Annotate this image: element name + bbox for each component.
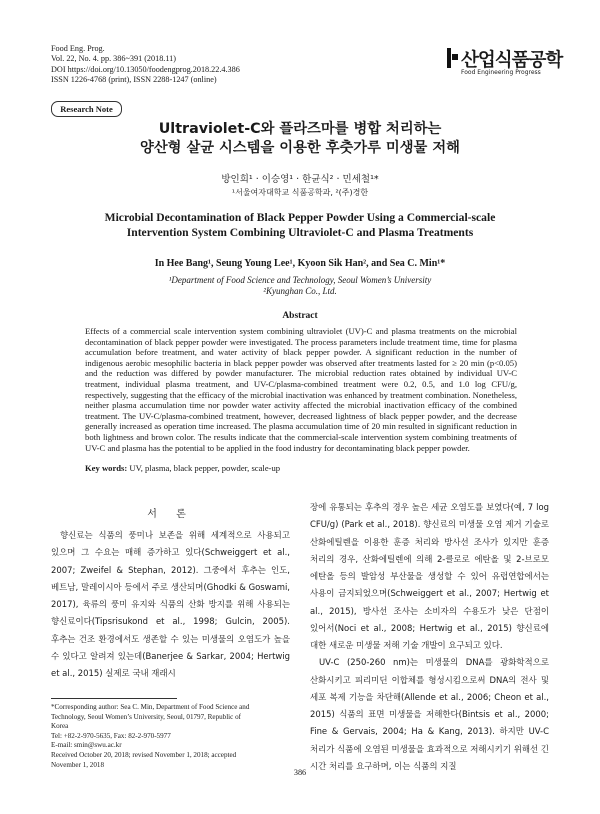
article-type-badge: Research Note — [51, 101, 122, 117]
english-authors: In Hee Bang¹, Seung Young Lee¹, Kyoon Sik Han², and Sea C. Min¹* — [154, 258, 446, 269]
corresponding-author-footnote — [51, 703, 290, 770]
footnote-divider — [51, 698, 177, 699]
footnote-line-4: Tel: +82-2-970-5635, Fax: 82-2-970-5977 — [51, 731, 171, 740]
keywords-list: UV, plasma, black pepper, powder, scale-up — [129, 463, 281, 473]
footnote-line-1: *Corresponding author: Sea C. Min, Department of Food Science and — [51, 703, 250, 711]
intro-left-column: 향신료는 식품의 풍미나 보존을 위해 세계적으로 사용되고 있으며 그 수요는 매해 증가하고 있다(Schweiggert et al., 2007; Zweifel & Stephan, 2012). 그중에서 후추는 인도, 베트남, 말레이시아 등에서 주로 생산되며(Ghodki & Goswami, 2017), 육류의 풍미 유지와 식품의 산화 방지를 위해 사용되는 향신료이다(Tipsrisukond et al., 1998; Gulcin, 2005). 후추는 건조 환경에서도 생존할 수 있는 미생물의 오염도가 높을 수 있다고 알려져 있는데(Banerjee & Sarkar, 2004; Hertwig et al., 2015) 실제로 국내 재래시 — [51, 530, 290, 678]
footnote-line-7: November 1, 2018 — [51, 760, 104, 769]
korean-authors: 방인희¹ · 이승영¹ · 한균식² · 민세철¹* — [221, 174, 379, 185]
abstract-heading: Abstract — [282, 311, 318, 321]
keywords — [85, 463, 517, 473]
korean-title-line1: Ultraviolet-C와 플라즈마를 병합 처리하는 — [158, 121, 442, 137]
intro-right-column — [310, 499, 549, 775]
korean-title — [0, 120, 600, 158]
korean-affiliation: ¹서울여자대학교 식품공학과, ²(주)경한 — [231, 188, 369, 197]
logo-text: 산업식품공학 — [461, 50, 563, 71]
footnote-line-2: Technology, Seoul Women’s University, Seoul, 01797, Republic of — [51, 712, 241, 721]
english-affiliation-1: ¹Department of Food Science and Technology, Seoul Women’s University — [168, 275, 432, 285]
keywords-label: Key words: — [85, 463, 128, 473]
journal-name: Food Eng. Prog. — [51, 44, 105, 53]
korean-title-line2: 양산형 살균 시스템을 이용한 후춧가루 미생물 저해 — [140, 140, 460, 156]
footnote-line-3: Korea — [51, 722, 69, 731]
english-title — [0, 211, 600, 240]
english-affiliation-2: ²Kyunghan Co., Ltd. — [263, 285, 337, 296]
journal-issn: ISSN 1226-4768 (print), ISSN 2288-1247 (online) — [51, 75, 217, 85]
intro-right-paragraph-1: 장에 유통되는 후추의 경우 높은 세균 오염도를 보였다(예, 7 log CFU/g) (Park et al., 2018). 향신료의 미생물 오염 제거 기술로 산화에틸렌을 이용한 훈증 처리와 방사선 조사가 있지만 훈증 처리의 경우, 산화에틸렌에 의해 2-클로로 에탄올 및 2-브로모 에탄올 등의 발암성 부산물을 생성할 수 있어 유럽연합에서는 사용이 금지되었으며(Schweiggert et al., 2007; Hertwig et al., 2015), 방사선 조사는 소비자의 수용도가 낮은 단점이 있어서(Noci et al., 2008; Hertwig et al., 2015) 향신료에 대한 새로운 미생물 저해 기술 개발이 요구되고 있다. — [310, 502, 549, 650]
english-affiliations — [0, 275, 600, 296]
footnote-line-5[interactable]: E-mail: smin@swu.ac.kr — [51, 741, 122, 750]
journal-doi[interactable]: DOI https://doi.org/10.13050/foodengprog.2018.22.4.386 — [51, 64, 240, 74]
english-title-line1: Microbial Decontamination of Black Pepper Powder Using a Commercial-scale — [104, 211, 496, 224]
logo-mark-icon — [447, 48, 459, 68]
section-heading-introduction: 서 론 — [147, 509, 194, 520]
journal-volume: Vol. 22, No. 4. pp. 386~391 (2018.11) — [51, 54, 176, 64]
journal-info — [51, 44, 240, 86]
footnote-line-6: Received October 20, 2018; revised November 1, 2018; accepted — [51, 750, 237, 759]
abstract-text: Effects of a commercial scale intervention system combining ultraviolet (UV)-C and plasma treatments on the microbial decontamination of black pepper powder were investigated. The process parameters include treatment time, time for plasma accumulation before treatment, and water activity of black pepper powder. A significant reduction in the number of indigenous aerobic mesophilic bacteria in black pepper powder was observed after treatments lasted for ≥ 20 min (p<0.05) and the reduction was differed by powder manufacturer. The microbial reduction rates obtained by individual UV-C treatment, individual plasma treatment, and UV-C/plasma-combined treatment were 0.2, 0.5, and 1.0 log CFU/g, respectively, suggesting that the efficacy of the microbial inactivation was enhanced by treatment combination. Nonetheless, neither plasma accumulation time nor powder water activity affected the microbial inactivation efficacy of the combined treatment. The UV-C/plasma-combined treatment, however, decreased lightness of black pepper powder, and the decrease generally increased as operation time increased. The plasma accumulation time of 20 min resulted in significant reduction in both lightness and brown color. The results indicate that the commercial-scale intervention system combining treatments of UV-C and plasma has the potential to be applied in the food industry for decontaminating black pepper powder. — [85, 326, 517, 453]
english-title-line2: Intervention System Combining Ultraviolet-C and Plasma Treatments — [126, 225, 474, 239]
intro-right-paragraph-2: UV-C (250-260 nm)는 미생물의 DNA를 광화학적으로 산화시키고 피리미딘 이합체를 형성시킴으로써 DNA의 전사 및 세포 복제 기능을 차단해(Allende et al., 2006; Cheon et al., 2015) 식품의 표면 미생물을 저해한다(Bintsis et al., 2000; Fine & Gervais, 2004; Ha & Kang, 2013). 하지만 UV-C 처리가 식품에 오염된 미생물을 효과적으로 저해시키기 위해선 긴 시간 처리를 요구하며, 이는 식품의 지질 — [310, 657, 549, 771]
page-number: 386 — [293, 768, 307, 777]
logo-subtitle: Food Engineering Progress — [461, 69, 541, 76]
